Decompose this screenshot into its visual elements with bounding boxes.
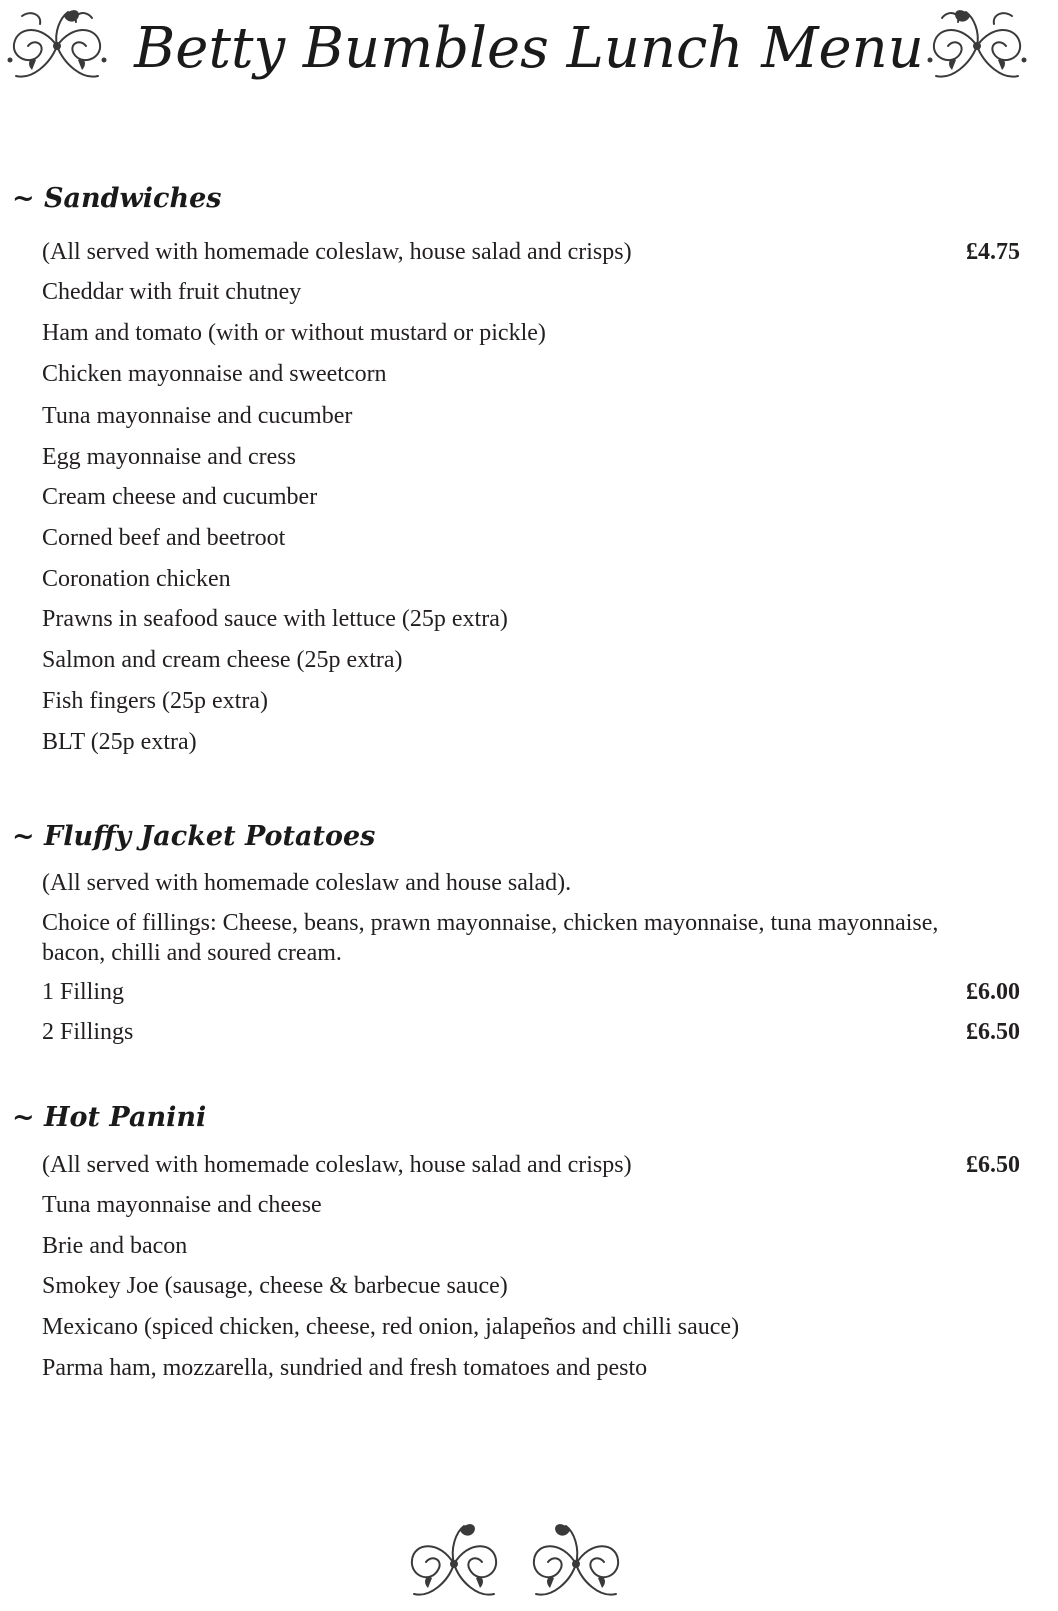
jacket-option-price: £6.50 bbox=[966, 1019, 1020, 1045]
sandwich-item: Salmon and cream cheese (25p extra) bbox=[42, 647, 403, 673]
panini-item: Mexicano (spiced chicken, cheese, red onion, jalapeños and chilli sauce) bbox=[42, 1314, 740, 1340]
jacket-potatoes-note: (All served with homemade coleslaw and house salad). bbox=[42, 870, 572, 896]
menu-title: Betty Bumbles Lunch Menu bbox=[134, 16, 924, 81]
section-heading-sandwiches: ~ Sandwiches bbox=[12, 183, 222, 214]
sandwich-item: Coronation chicken bbox=[42, 566, 231, 592]
sandwich-item: Cream cheese and cucumber bbox=[42, 484, 318, 510]
sandwich-item: Chicken mayonnaise and sweetcorn bbox=[42, 361, 387, 387]
jacket-potatoes-fillings: Choice of fillings: Cheese, beans, prawn mayonnaise, chicken mayonnaise, tuna mayonnaise, bacon, chilli and soured cream. bbox=[42, 910, 939, 966]
panini-item: Brie and bacon bbox=[42, 1233, 188, 1259]
jacket-option-label: 2 Fillings bbox=[42, 1019, 134, 1045]
section-heading-hot-panini: ~ Hot Panini bbox=[12, 1102, 207, 1133]
jacket-option-label: 1 Filling bbox=[42, 979, 125, 1005]
sandwich-item: Fish fingers (25p extra) bbox=[42, 688, 268, 714]
jacket-option-price: £6.00 bbox=[966, 979, 1020, 1005]
sandwich-item: Prawns in seafood sauce with lettuce (25p extra) bbox=[42, 606, 508, 632]
panini-item: Parma ham, mozzarella, sundried and fresh tomatoes and pesto bbox=[42, 1355, 648, 1381]
section-heading-jacket-potatoes: ~ Fluffy Jacket Potatoes bbox=[12, 821, 376, 852]
panini-item: Tuna mayonnaise and cheese bbox=[42, 1192, 322, 1218]
panini-item: Smokey Joe (sausage, cheese & barbecue sauce) bbox=[42, 1273, 508, 1299]
floral-ornament-bottom-right-icon bbox=[522, 1518, 630, 1604]
sandwich-item: Cheddar with fruit chutney bbox=[42, 279, 302, 305]
panini-price: £6.50 bbox=[966, 1152, 1020, 1178]
sandwich-item: Ham and tomato (with or without mustard or pickle) bbox=[42, 320, 546, 346]
sandwiches-note: (All served with homemade coleslaw, house salad and crisps) bbox=[42, 239, 632, 265]
sandwich-item: BLT (25p extra) bbox=[42, 729, 197, 755]
sandwich-item: Egg mayonnaise and cress bbox=[42, 444, 296, 470]
floral-ornament-bottom-left-icon bbox=[400, 1518, 508, 1604]
sandwich-item: Corned beef and beetroot bbox=[42, 525, 286, 551]
sandwiches-price: £4.75 bbox=[966, 239, 1020, 265]
sandwich-item: Tuna mayonnaise and cucumber bbox=[42, 403, 353, 429]
panini-note: (All served with homemade coleslaw, house salad and crisps) bbox=[42, 1152, 632, 1178]
